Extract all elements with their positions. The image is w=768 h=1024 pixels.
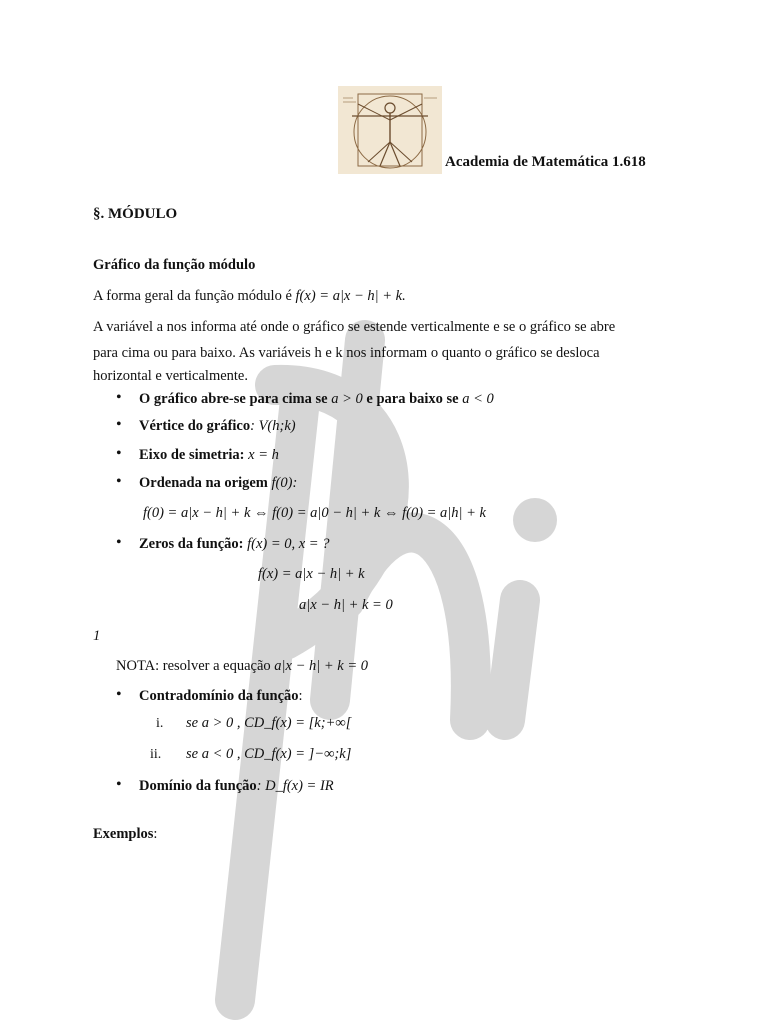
codomain-case-positive: se a > 0 , CD_f(x) = [k;+∞[ [186,715,352,731]
watermark-i-dot [513,498,557,542]
condition-a-negative: a < 0 [462,391,494,407]
bullet-dot: • [116,416,122,433]
examples-heading [93,826,157,843]
bullet-vertex [139,418,296,435]
condition-a-positive: a > 0 [331,391,363,407]
subsection-title: Gráfico da função módulo [93,257,256,273]
bullet-dot: • [116,389,122,406]
symmetry-equation: x = h [248,447,279,463]
bullet-dot: • [116,534,122,551]
bullet-domain [139,778,334,795]
bullet-label: Domínio da função [139,778,257,794]
list-number-ii: ii. [150,747,162,762]
nota-line [116,658,368,675]
bullet-dot: • [116,445,122,462]
bullet-label-mid: e para baixo se [366,391,459,407]
vertex-equation: : V(h;k) [250,418,296,434]
bullet-dot: • [116,686,122,703]
bullet-label: O gráfico abre-se para cima se [139,391,328,407]
watermark-i-stroke [505,600,520,720]
bullet-dot: • [116,776,122,793]
zeros-line-2: f(x) = a|x − h| + k [258,566,365,582]
examples-colon: : [153,826,158,842]
zeros-line-3: a|x − h| + k = 0 [299,597,393,613]
bullet-y-intercept [139,475,297,492]
bullet-dot: • [116,473,122,490]
bullet-label: Eixo de simetria: [139,447,245,463]
nota-equation: a|x − h| + k = 0 [274,658,368,674]
general-form-equation: f(x) = a|x − h| + k. [295,288,406,304]
bullet-label: Contradomínio da função [139,688,299,704]
examples-label: Exemplos [93,826,154,842]
codomain-case-negative: se a < 0 , CD_f(x) = ]−∞;k] [186,746,352,762]
bullet-zeros [139,536,329,553]
y-intercept-equation: f(0): [271,475,298,491]
bullet-opens-direction [139,391,494,408]
page-number: 1 [93,628,101,644]
bullet-symmetry-axis [139,447,279,464]
general-form-line [93,283,703,309]
list-number-i: i. [156,716,164,731]
vitruvian-man-icon [338,86,442,174]
bullet-label: Ordenada na origem [139,475,268,491]
domain-equation: : D_f(x) = IR [256,778,334,794]
paragraph-line-2: para cima ou para baixo. As variáveis h e k nos informam o quanto o gráfico se desloca [93,345,600,361]
header-title: Academia de Matemática 1.618 [445,154,646,170]
bullet-codomain [139,688,303,705]
paragraph-line-1: A variável a nos informa até onde o gráfico se estende verticalmente e se o gráfico se abre [93,319,616,335]
codomain-colon: : [298,688,303,704]
nota-text: NOTA: resolver a equação [116,658,271,674]
y-intercept-derivation: f(0) = a|x − h| + k ⇔ f(0) = a|0 − h| + k ⇔ f(0) = a|h| + k [143,505,486,521]
section-title: §. MÓDULO [93,206,178,222]
bullet-label: Vértice do gráfico [139,418,251,434]
paragraph-line-3: horizontal e verticalmente. [93,368,248,384]
bullet-label: Zeros da função: [139,536,244,552]
general-form-text: A forma geral da função módulo é [93,288,292,304]
zeros-equation: f(x) = 0, x = ? [247,536,330,552]
